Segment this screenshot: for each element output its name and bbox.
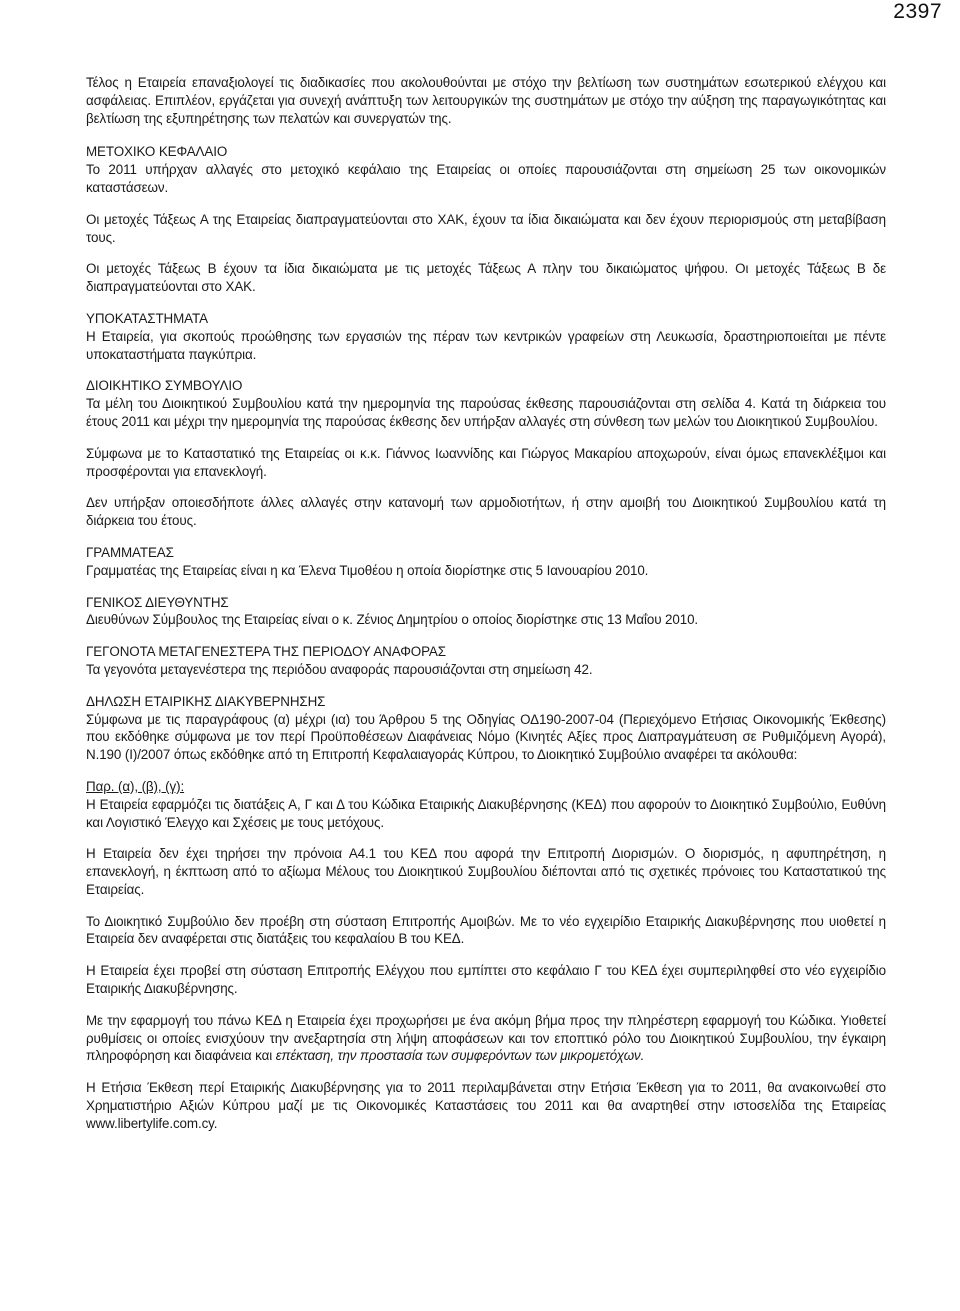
full-compliance-text-b: επέκταση, την προστασία των συμφερόντων των μικρομετόχων.: [275, 1048, 645, 1064]
events-text: Τα γεγονότα μεταγενέστερα της περιόδου αναφοράς παρουσιάζονται στη σημείωση 42.: [86, 661, 593, 677]
gm-text: Διευθύνων Σύμβουλος της Εταιρείας είναι ο κ. Ζένιος Δημητρίου ο οποίος διορίστηκε στις 13 Μαΐου 2010.: [86, 612, 699, 628]
par-section: [86, 778, 886, 831]
share-capital-text: Το 2011 υπήρχαν αλλαγές στο μετοχικό κεφάλαιο της Εταιρείας οι οποίες παρουσιάζονται στη σημείωση 25 των οικονομικών καταστάσεων.: [86, 162, 886, 195]
par-label: Παρ. (α), (β), (γ):: [86, 778, 185, 794]
governance-section: [86, 693, 886, 764]
class-b-paragraph: Οι μετοχές Τάξεως Β έχουν τα ίδια δικαιώματα με τις μετοχές Τάξεως Α πλην του δικαιώματος ψήφου. Οι μετοχές Τάξεως Β δε διαπραγματεύονται στο ΧΑΚ.: [86, 261, 886, 295]
page-number: 2397: [893, 0, 942, 23]
annual-report-paragraph: Η Ετήσια Έκθεση περί Εταιρικής Διακυβέρνησης για το 2011 περιλαμβάνεται στην Ετήσια Έκθεση για το 2011, θα ανακοινωθεί στο Χρηματιστήριο Αξιών Κύπρου μαζί με τις Οικονομικές Καταστάσεις του 2011 και θα αναρτηθεί στην ιστοσελίδα της Εταιρείας www.libertylife.com.cy.: [86, 1080, 886, 1131]
secretary-heading: ΓΡΑΜΜΑΤΕΑΣ: [86, 544, 174, 560]
gm-heading: ΓΕΝΙΚΟΣ ΔΙΕΥΘΥΝΤΗΣ: [86, 594, 229, 610]
intro-paragraph: Τέλος η Εταιρεία επαναξιολογεί τις διαδικασίες που ακολουθούνται με στόχο την βελτίωση των συστημάτων εσωτερικού ελέγχου και ασφάλειας. Επιπλέον, εργάζεται για συνεχή ανάπτυξη των λειτουργικών της συστημάτων με στόχο την αύξηση της παραγωγικότητας και βελτίωση της εξυπηρέτησης των πελατών και συνεργατών της.: [86, 75, 886, 126]
document-body: [86, 74, 886, 1147]
remuneration-paragraph: Το Διοικητικό Συμβούλιο δεν προέβη στη σύσταση Επιτροπής Αμοιβών. Με το νέο εγχειρίδιο Εταιρικής Διακυβέρνησης που υιοθετεί η Εταιρεία δεν αναφέρεται στις διατάξεις του κεφαλαίου Β του ΚΕΔ.: [86, 913, 886, 947]
full-compliance-paragraph: [86, 1012, 886, 1065]
board-retire-paragraph: Σύμφωνα με το Καταστατικό της Εταιρείας οι κ.κ. Γιάννος Ιωαννίδης και Γιώργος Μακαρίου αποχωρούν, είναι όμως επανεκλέξιμοι και προσφέρονται για επανεκλογή.: [86, 445, 886, 479]
governance-heading: ΔΗΛΩΣΗ ΕΤΑΙΡΙΚΗΣ ΔΙΑΚΥΒΕΡΝΗΣΗΣ: [86, 693, 326, 709]
audit-committee-paragraph: Η Εταιρεία έχει προβεί στη σύσταση Επιτροπής Ελέγχου που εμπίπτει στο κεφάλαιο Γ του ΚΕΔ έχει συμπεριληφθεί στο νέο εγχειρίδιο Εταιρικής Διακυβέρνησης.: [86, 963, 886, 997]
gm-section: [86, 594, 886, 630]
branches-heading: ΥΠΟΚΑΤΑΣΤΗΜΑΤΑ: [86, 310, 208, 326]
governance-text: Σύμφωνα με τις παραγράφους (α) μέχρι (ια) του Άρθρου 5 της Οδηγίας ΟΔ190-2007-04 (Περιεχόμενο Ετήσιας Οικονομικής Έκθεσης) που εκδόθηκε σύμφωνα με τον περί Προϋποθέσεων Διαφάνειας Νόμο (Κινητές Αξίες προς Διαπραγμάτευση σε Ρυθμιζόμενη Αγορά), Ν.190 (Ι)/2007 όπως εκδόθηκε από τη Επιτροπή Κεφαλαιαγοράς Κύπρου, το Διοικητικό Συμβούλιο αναφέρει τα ακόλουθα:: [86, 711, 886, 763]
par-text: Η Εταιρεία εφαρμόζει τις διατάξεις Α, Γ και Δ του Κώδικα Εταιρικής Διακυβέρνησης (ΚΕΔ) που αφορούν το Διοικητικό Συμβούλιο, Ευθύνη και Λογιστικό Έλεγχο και Σχέσεις με τους μετόχους.: [86, 796, 886, 830]
events-section: [86, 643, 886, 679]
board-heading: ΔΙΟΙΚΗΤΙΚΟ ΣΥΜΒΟΥΛΙΟ: [86, 378, 243, 394]
class-a-paragraph: Οι μετοχές Τάξεως Α της Εταιρείας διαπραγματεύονται στο ΧΑΚ, έχουν τα ίδια δικαιώματα και δεν έχουν περιορισμούς στη μεταβίβαση τους.: [86, 211, 886, 245]
share-capital-heading: ΜΕΤΟΧΙΚΟ ΚΕΦΑΛΑΙΟ: [86, 144, 228, 160]
branches-text: Η Εταιρεία, για σκοπούς προώθησης των εργασιών της πέραν των κεντρικών γραφείων στη Λευκωσία, δραστηριοποιείται με πέντε υποκαταστήματα παγκύπρια.: [86, 328, 886, 362]
share-capital-section: [86, 143, 886, 196]
full-compliance-text-a: Με την εφαρμογή του πάνω ΚΕΔ η Εταιρεία έχει προχωρήσει με ένα ακόμη βήμα προς την πληρέστερη εφαρμογή του Κώδικα. Υιοθετεί ρυθμίσεις οι οποίες ενισχύουν την ανεξαρτησία στη λήψη αποφάσεων και τον εποπτικό ρόλο του Διοικητικού Συμβουλίου, την έγκαιρη πληροφόρηση και διαφάνεια και: [86, 1012, 886, 1064]
secretary-section: [86, 544, 886, 580]
board-text: Τα μέλη του Διοικητικού Συμβουλίου κατά την ημερομηνία της παρούσας έκθεσης παρουσιάζονται στη σελίδα 4. Κατά τη διάρκεια του έτους 2011 και μέχρι την ημερομηνία της παρούσας έκθεσης δεν υπήρξαν αλλαγές στη σύνθεση των μελών του Διοικητικού Συμβουλίου.: [86, 396, 886, 429]
events-heading: ΓΕΓΟΝΟΤΑ ΜΕΤΑΓΕΝΕΣΤΕΡΑ ΤΗΣ ΠΕΡΙΟΔΟΥ ΑΝΑΦΟΡΑΣ: [86, 644, 446, 660]
board-changes-paragraph: Δεν υπήρξαν οποιεσδήποτε άλλες αλλαγές στην κατανομή των αρμοδιοτήτων, ή στην αμοιβή του Διοικητικού Συμβουλίου κατά τη διάρκεια του έτους.: [86, 495, 886, 529]
a41-paragraph: Η Εταιρεία δεν έχει τηρήσει την πρόνοια Α4.1 του ΚΕΔ που αφορά την Επιτροπή Διορισμών. Ο διορισμός, η αφυπηρέτηση, η επανεκλογή, η έκπτωση από το αξίωμα Μέλους του Διοικητικού Συμβουλίου διέπονται από τις σχετικές πρόνοιες του Καταστατικού της Εταιρείας.: [86, 846, 886, 897]
secretary-text: Γραμματέας της Εταιρείας είναι η κα Έλενα Τιμοθέου η οποία διορίστηκε στις 5 Ιανουαρίου 2010.: [86, 562, 649, 578]
branches-section: [86, 310, 886, 363]
board-section: [86, 377, 886, 430]
